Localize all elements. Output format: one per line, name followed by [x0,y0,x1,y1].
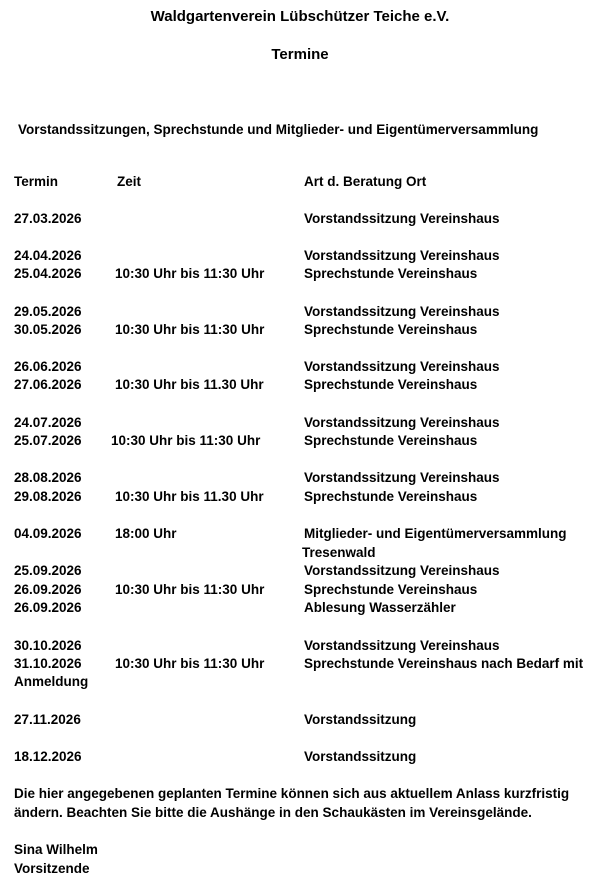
column-header-art: Art d. Beratung Ort [304,174,427,189]
table-row-date: 27.03.2026 [14,211,82,226]
table-row-date: 18.12.2026 [14,749,82,764]
table-row-date: 30.05.2026 [14,322,82,337]
table-row-art: Sprechstunde Vereinshaus [304,433,478,448]
table-row-art: Vorstandssitzung Vereinshaus [304,415,500,430]
table-row-art: Vorstandssitzung Vereinshaus [304,638,500,653]
table-row-date: 26.06.2026 [14,359,82,374]
table-row-art: Ablesung Wasserzähler [304,600,456,615]
signature-name: Sina Wilhelm [14,842,98,857]
document-subtitle: Vorstandssitzungen, Sprechstunde und Mitglieder- und Eigentümerversammlung [18,122,539,137]
table-row-date: 29.08.2026 [14,489,82,504]
table-row-art: Sprechstunde Vereinshaus [304,377,478,392]
table-row-date: 28.08.2026 [14,470,82,485]
table-row-date: 26.09.2026 [14,600,82,615]
table-row-art: Vorstandssitzung Vereinshaus [304,211,500,226]
table-row-art: Sprechstunde Vereinshaus [304,322,478,337]
column-header-zeit: Zeit [117,174,142,189]
table-row-date: 24.04.2026 [14,248,82,263]
table-row-time: 10:30 Uhr bis 11:30 Uhr [115,656,265,671]
table-row-art-continued: Anmeldung [14,674,89,689]
table-row-time: 10:30 Uhr bis 11:30 Uhr [111,433,261,448]
table-row-date: 30.10.2026 [14,638,82,653]
table-row-date: 27.06.2026 [14,377,82,392]
column-header-termin: Termin [14,174,59,189]
table-row-date: 24.07.2026 [14,415,82,430]
table-row-date: 04.09.2026 [14,526,82,541]
table-row-art: Vorstandssitzung Vereinshaus [304,563,500,578]
table-row-art-continued: Tresenwald [302,545,376,560]
table-row-time: 10:30 Uhr bis 11.30 Uhr [115,489,264,504]
table-row-art: Sprechstunde Vereinshaus nach Bedarf mit [304,656,584,671]
table-row-art: Sprechstunde Vereinshaus [304,582,478,597]
table-row-time: 10:30 Uhr bis 11:30 Uhr [115,266,265,281]
table-row-time: 10:30 Uhr bis 11:30 Uhr [115,322,265,337]
table-row-date: 25.07.2026 [14,433,82,448]
table-row-date: 31.10.2026 [14,656,82,671]
table-row-art: Vorstandssitzung [304,712,417,727]
table-row-date: 25.09.2026 [14,563,82,578]
table-row-date: 25.04.2026 [14,266,82,281]
signature-role: Vorsitzende [14,861,90,876]
table-row-time: 10:30 Uhr bis 11:30 Uhr [115,582,265,597]
table-row-art: Sprechstunde Vereinshaus [304,489,478,504]
table-row-time: 18:00 Uhr [115,526,177,541]
footer-note-line-1: Die hier angegebenen geplanten Termine können sich aus aktuellem Anlass kurzfristig [14,786,570,801]
table-row-date: 26.09.2026 [14,582,82,597]
table-row-date: 29.05.2026 [14,304,82,319]
table-row-date: 27.11.2026 [14,712,81,727]
table-row-art: Vorstandssitzung [304,749,417,764]
table-row-art: Vorstandssitzung Vereinshaus [304,359,500,374]
table-row-art: Vorstandssitzung Vereinshaus [304,248,500,263]
table-row-art: Sprechstunde Vereinshaus [304,266,478,281]
table-row-art: Vorstandssitzung Vereinshaus [304,304,500,319]
table-row-time: 10:30 Uhr bis 11.30 Uhr [115,377,264,392]
table-row-art: Vorstandssitzung Vereinshaus [304,470,500,485]
footer-note-line-2: ändern. Beachten Sie bitte die Aushänge in den Schaukästen im Vereinsgelände. [14,805,532,820]
organization-name: Waldgartenverein Lübschützer Teiche e.V. [150,8,450,25]
table-row-art: Mitglieder- und Eigentümerversammlung [304,526,567,541]
page-title: Termine [271,46,329,63]
